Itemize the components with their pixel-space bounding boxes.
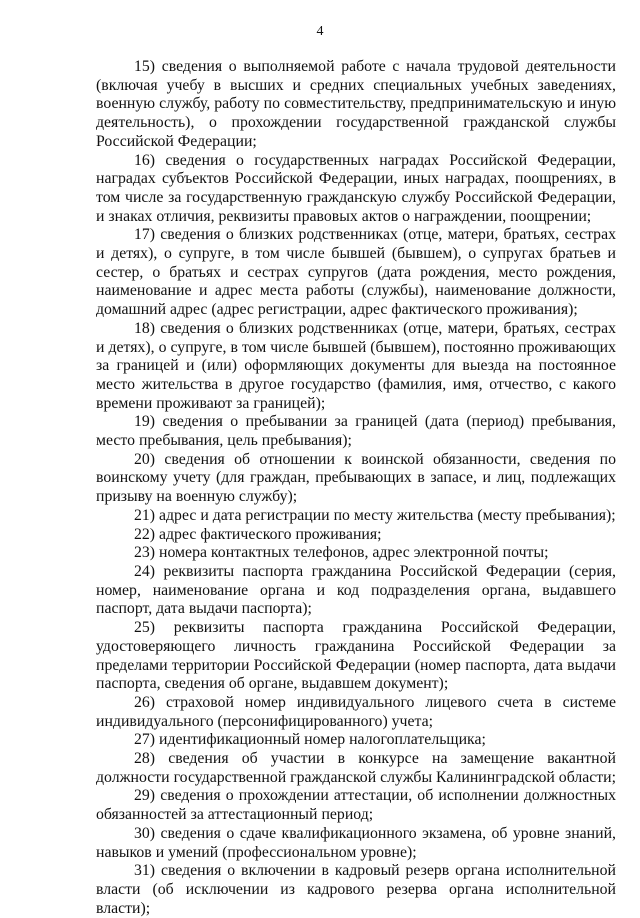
document-body [96,58,616,918]
list-item: 31) сведения о включении в кадровый резерв органа исполнительной власти (об исключении из кадрового резерва органа исполнительной власти); [96,862,616,917]
list-item: 24) реквизиты паспорта гражданина Российской Федерации (серия, номер, наименование органа и код подразделения органа, выдавшего паспорт, дата выдачи паспорта); [96,562,616,618]
list-item: 26) страховой номер индивидуального лицевого счета в системе индивидуального (персонифицированного) учета; [96,693,616,730]
list-item: 23) номера контактных телефонов, адрес электронной почты; [134,544,549,562]
list-item: 15) сведения о выполняемой работе с начала трудовой деятельности (включая учебу в высших и средних специальных учебных заведениях, военную службу, работу по совместительству, предпринимательскую и иную деятельность), о прохождении государственной гражданской службы Российской Федерации; [96,58,616,150]
list-item: 18) сведения о близких родственниках (отце, матери, братьях, сестрах и детях), о супруге, в том числе бывшей (бывшем), постоянно проживающих за границей и (или) оформляющих документы для выезда на постоянное место жительства в другое государство (фамилия, имя, отчество, с какого времени проживают за границей); [96,319,616,412]
list-item: 20) сведения об отношении к воинской обязанности, сведения по воинскому учету (для граждан, пребывающих в запасе, и лиц, подлежащих призыву на военную службу); [96,450,616,506]
list-item: 30) сведения о сдаче квалификационного экзамена, об уровне знаний, навыков и умений (профессиональном уровне); [96,824,616,861]
list-item: 27) идентификационный номер налогоплательщика; [134,731,486,749]
list-item: 25) реквизиты паспорта гражданина Российской Федерации, удостоверяющего личность гражданина Российской Федерации за пределами территории Российской Федерации (номер паспорта, дата выдачи паспорта, сведения об органе, выдавшем документ); [96,619,616,693]
list-item: 28) сведения об участии в конкурсе на замещение вакантной должности государственной гражданской службы Калининградской области; [96,750,616,786]
list-item: 22) адрес фактического проживания; [134,525,382,543]
list-item: 19) сведения о пребывании за границей (дата (период) пребывания, место пребывания, цель пребывания); [96,413,616,450]
list-item: 29) сведения о прохождении аттестации, об исполнении должностных обязанностей за аттестационный период; [96,787,616,824]
page-number: 4 [316,24,324,39]
list-item: 17) сведения о близких родственниках (отце, матери, братьях, сестрах и детях), о супруге, в том числе бывшей (бывшем), о супругах братьев и сестер, о братьях и сестрах супругов (дата рождения, место рождения, наименование и адрес места работы (службы), наименование должности, домашний адрес (адрес регистрации, адрес фактического проживания); [96,226,616,319]
list-item: 21) адрес и дата регистрации по месту жительства (месту пребывания); [134,506,616,524]
list-item: 16) сведения о государственных наградах Российской Федерации, наградах субъектов Российской Федерации, иных наградах, поощрениях, в том числе за государственную гражданскую службу Российской Федерации, и знаках отличия, реквизиты правовых актов о награждении, поощрении; [96,151,616,225]
